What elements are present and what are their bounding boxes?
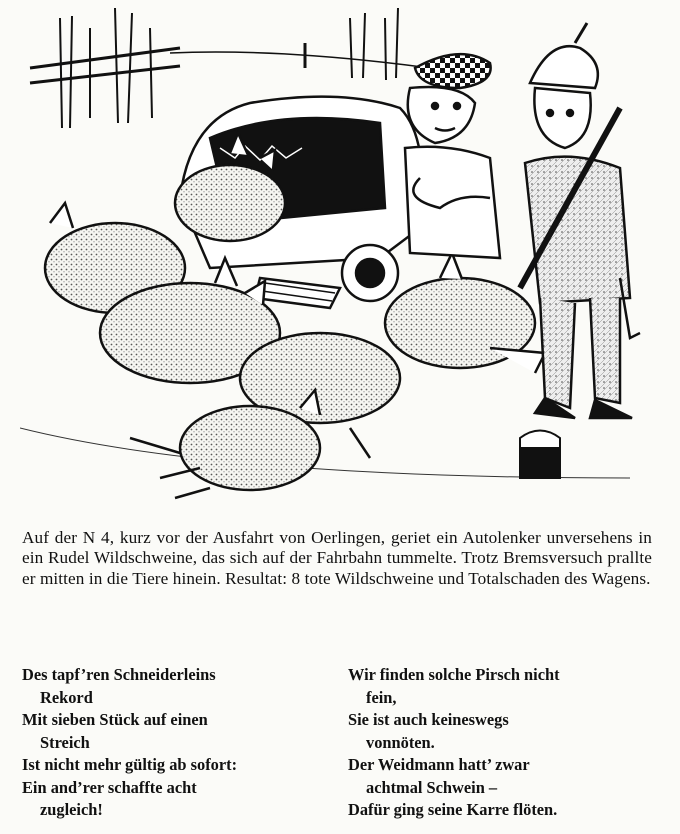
road-marker-post: [520, 431, 560, 479]
poem-line: Ein and’rer schaffte acht: [22, 777, 197, 797]
poem-line: Des tapf’ren Schneiderleins: [22, 665, 216, 684]
poem-line: Rekord: [40, 687, 93, 707]
cartoon-illustration: [20, 8, 660, 518]
poem-line: Mit sieben Stück auf einen: [22, 710, 208, 729]
poem-right-stanza: [348, 664, 648, 822]
poem-line: vonnöten.: [366, 732, 435, 752]
poem-left-stanza: [22, 664, 332, 822]
poem-line: Der Weidmann hatt’ zwar: [348, 755, 530, 774]
poem-line: Streich: [40, 732, 90, 752]
poem-line: achtmal Schwein –: [366, 777, 498, 797]
cartoon-drawing: [20, 8, 660, 518]
article-paragraph: Auf der N 4, kurz vor der Ausfahrt von Oerlingen, geriet ein Autolenker unversehens in ein Rudel Wildschweine, das sich auf der Fahrbahn tummelte. Trotz Bremsversuch prallte er mitten in die Tiere hinein. Resultat: 8 tote Wildschweine und Totalschaden des Wagens.: [22, 528, 652, 588]
poem-line: Dafür ging seine Karre flöten.: [348, 800, 558, 819]
poem-line: Wir finden solche Pirsch nicht: [348, 665, 560, 684]
poem-line: Sie ist auch keineswegs: [348, 710, 509, 729]
poem-line: Ist nicht mehr gültig ab sofort:: [22, 755, 238, 774]
driver-figure: [405, 54, 500, 258]
poem-line: fein,: [366, 687, 397, 707]
poem-line: zugleich!: [40, 800, 103, 819]
